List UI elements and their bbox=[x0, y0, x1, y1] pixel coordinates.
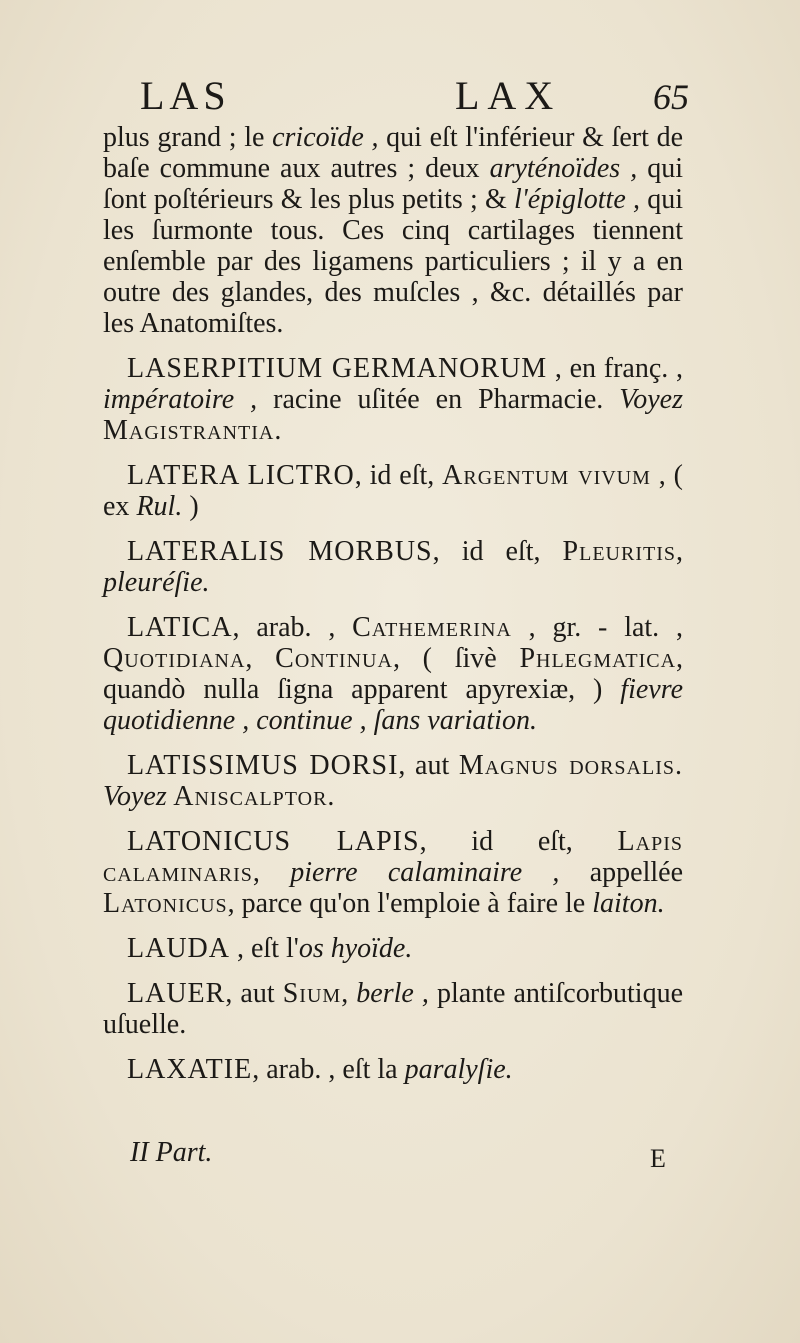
text-run: , id eſt, bbox=[432, 536, 563, 567]
small-caps-run: Magnus dorsalis. bbox=[458, 750, 683, 781]
text-run: ) bbox=[182, 491, 199, 522]
text-run: , parce qu'on l'emploie à faire le bbox=[227, 888, 593, 919]
text-run: qui eſt l'inférieur & ſert de baſe commune aux autres ; deux bbox=[103, 122, 683, 184]
text-run: , en franç. , bbox=[547, 353, 683, 384]
headword: LATONICUS LAPIS bbox=[127, 826, 420, 857]
italic-run: laiton. bbox=[592, 888, 665, 919]
italic-run: paralyſie. bbox=[404, 1054, 513, 1085]
dictionary-entry bbox=[103, 933, 683, 964]
text-run: , gr. - lat. , bbox=[511, 612, 683, 643]
text-run: , id eſt, bbox=[354, 460, 443, 491]
dictionary-text bbox=[103, 122, 683, 1085]
italic-run: pierre calaminaire , bbox=[290, 857, 560, 888]
small-caps-run: Magistrantia. bbox=[103, 415, 283, 446]
italic-run: Rul. bbox=[136, 491, 183, 522]
small-caps-run: Cathemerina bbox=[352, 612, 512, 643]
headword: LAUDA bbox=[127, 933, 230, 964]
headword: LATICA bbox=[127, 612, 233, 643]
text-run: , bbox=[341, 978, 357, 1009]
italic-run: fievre quotidienne , continue , ſans variation. bbox=[103, 674, 683, 736]
headword: LAXATIE bbox=[127, 1054, 253, 1085]
italic-run: cricoïde , bbox=[272, 122, 379, 153]
text-run: , ( ex bbox=[103, 460, 683, 522]
text-run: , id eſt, bbox=[419, 826, 618, 857]
text-run: , bbox=[252, 857, 291, 888]
italic-run: berle , bbox=[356, 978, 429, 1009]
continued-paragraph bbox=[103, 122, 683, 339]
small-caps-run: Lapis calaminaris bbox=[103, 826, 683, 888]
dictionary-entry bbox=[103, 978, 683, 1040]
text-run: , eſt l' bbox=[230, 933, 299, 964]
small-caps-run: Continua bbox=[275, 643, 393, 674]
text-run: qui les ſurmonte tous. Ces cinq cartilages tiennent enſemble par des ligamens particuliers ; il y a en outre des glandes, des muſcles , &c. détaillés par les Anatomiſtes. bbox=[103, 184, 684, 339]
text-run: , bbox=[676, 536, 683, 567]
small-caps-run: Phlegmatica bbox=[519, 643, 677, 674]
text-run: , aut bbox=[225, 978, 283, 1009]
text-run: plante antiſcorbutique uſuelle. bbox=[103, 978, 684, 1040]
small-caps-run: Sium bbox=[282, 978, 342, 1009]
running-header bbox=[0, 68, 800, 128]
signature-line: II Part. bbox=[130, 1137, 213, 1168]
headword: LATERA LICTRO bbox=[127, 460, 355, 491]
text-run: , arab. , bbox=[232, 612, 353, 643]
italic-run: aryténoïdes , bbox=[489, 153, 638, 184]
italic-run: impératoire , bbox=[103, 384, 258, 415]
headword: LAUER bbox=[127, 978, 226, 1009]
dictionary-entry bbox=[103, 353, 683, 446]
italic-run: l'épiglotte , bbox=[514, 184, 640, 215]
text-run: , bbox=[245, 643, 276, 674]
text-run: appellée bbox=[559, 857, 683, 888]
text-run: racine uſitée en Pharmacie. bbox=[257, 384, 620, 415]
dictionary-entry bbox=[103, 460, 683, 522]
italic-run: Voyez bbox=[103, 781, 167, 812]
text-run: , ( ſivè bbox=[392, 643, 520, 674]
dictionary-entry bbox=[103, 750, 683, 812]
headword: LATISSIMUS DORSI bbox=[127, 750, 399, 781]
dictionary-entry bbox=[103, 612, 683, 736]
headword: LATERALIS MORBUS bbox=[127, 536, 433, 567]
page-number: 65 bbox=[653, 77, 689, 117]
italic-run: Voyez bbox=[619, 384, 683, 415]
text-run: , aut bbox=[398, 750, 459, 781]
small-caps-run: Quotidiana bbox=[103, 643, 246, 674]
dictionary-entry bbox=[103, 536, 683, 598]
text-run: qui ſont poſtérieurs & les plus petits ; & bbox=[103, 153, 683, 215]
small-caps-run: Pleuritis bbox=[562, 536, 676, 567]
dictionary-entry bbox=[103, 1054, 683, 1085]
text-run: , quandò nulla ſigna apparent apyrexiæ, ) bbox=[103, 643, 684, 705]
headword: LASERPITIUM GERMANORUM bbox=[127, 353, 548, 384]
italic-run: os hyoïde. bbox=[298, 933, 413, 964]
text-run: plus grand ; le bbox=[103, 122, 273, 153]
text-run: , arab. , eſt la bbox=[252, 1054, 405, 1085]
small-caps-run: Aniscalptor. bbox=[166, 781, 336, 812]
header-right-guideword: LAX bbox=[455, 73, 562, 118]
header-left-guideword: LAS bbox=[140, 73, 231, 118]
signature-mark: E bbox=[650, 1144, 666, 1173]
small-caps-run: Argentum vivum bbox=[442, 460, 651, 491]
italic-run: pleuréſie. bbox=[103, 567, 210, 598]
dictionary-entry bbox=[103, 826, 683, 919]
small-caps-run: Latonicus bbox=[103, 888, 228, 919]
